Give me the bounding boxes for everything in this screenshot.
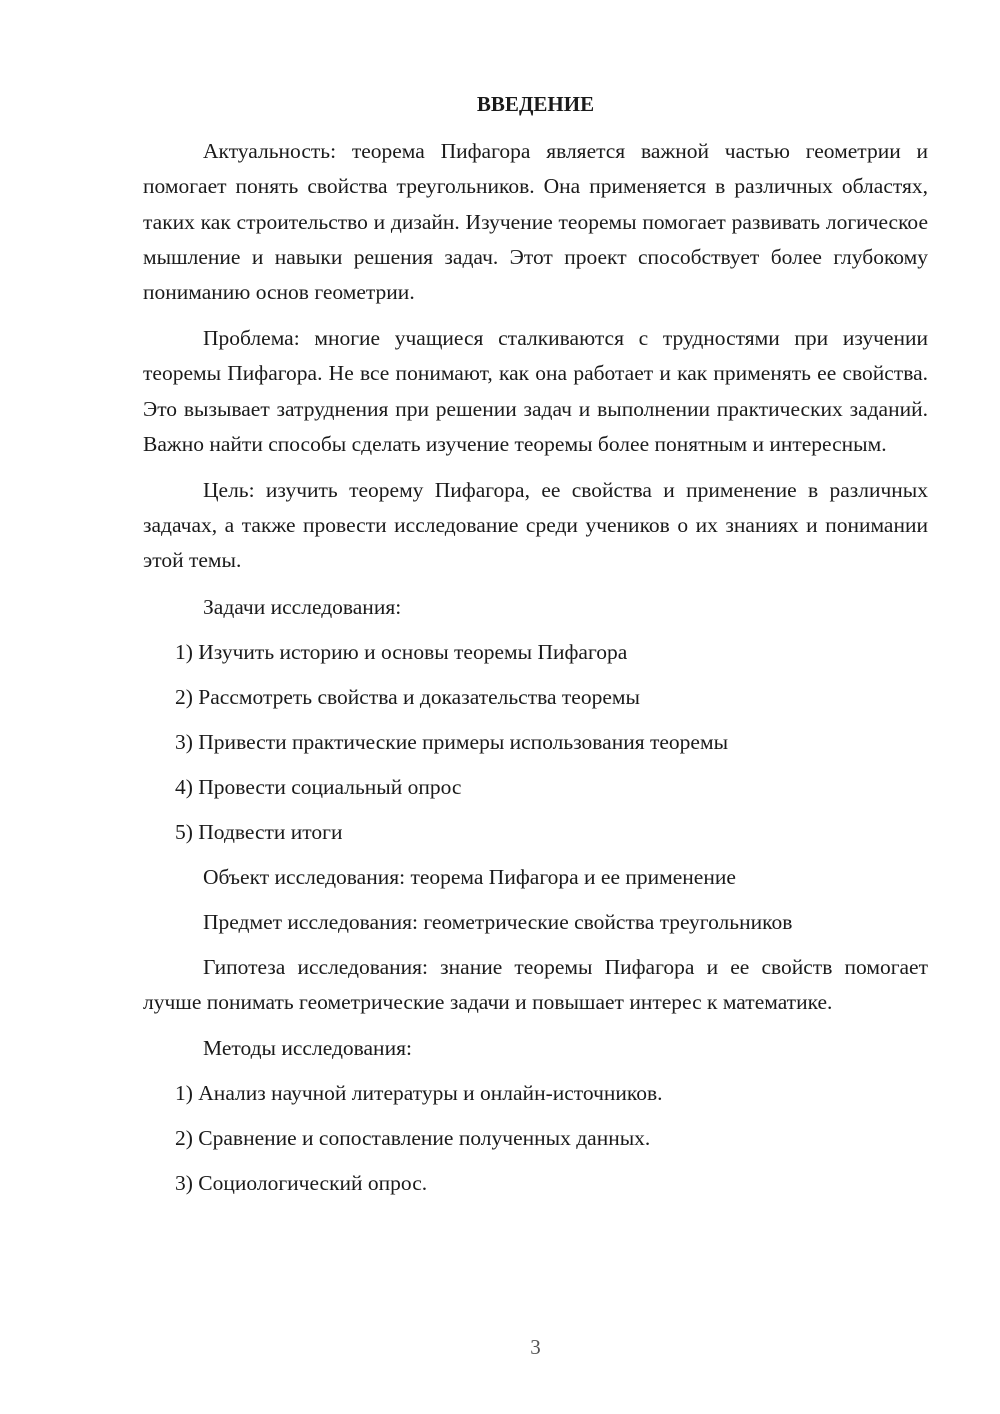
method-item: 3) Социологический опрос. — [175, 1171, 428, 1196]
problem-paragraph: Проблема: многие учащиеся сталкиваются с трудностями при изучении теоремы Пифагора. Не все понимают, как она работает и как применять ее свойства. Это вызывает затруднения при решении задач и выполнении практических заданий. Важно найти способы сделать изучение теоремы более понятным и интересным. — [143, 326, 928, 456]
object-line: Объект исследования: теорема Пифагора и ее применение — [203, 864, 736, 889]
section-heading: ВВЕДЕНИЕ — [476, 92, 595, 116]
task-item: 3) Привести практические примеры использования теоремы — [175, 729, 729, 754]
page-number: 3 — [530, 1335, 541, 1359]
task-item: 1) Изучить историю и основы теоремы Пифагора — [175, 639, 628, 664]
task-item: 5) Подвести итоги — [175, 819, 343, 844]
relevance-paragraph: Актуальность: теорема Пифагора является важной частью геометрии и помогает понять свойства треугольников. Она применяется в различных областях, таких как строительство и дизайн. Изучение теоремы помогает развивать логическое мышление и навыки решения задач. Этот проект способствует более глубокому пониманию основ геометрии. — [143, 139, 928, 304]
method-item: 2) Сравнение и сопоставление полученных данных. — [175, 1126, 651, 1151]
tasks-label: Задачи исследования: — [203, 594, 402, 619]
hypothesis-paragraph: Гипотеза исследования: знание теоремы Пифагора и ее свойств помогает лучше понимать геометрические задачи и повышает интерес к математике. — [143, 954, 928, 1014]
goal-paragraph: Цель: изучить теорему Пифагора, ее свойства и применение в различных задачах, а также провести исследование среди учеников о их знаниях и понимании этой темы. — [143, 478, 928, 573]
document-page — [143, 92, 928, 1211]
method-item: 1) Анализ научной литературы и онлайн-источников. — [175, 1081, 663, 1106]
methods-label: Методы исследования: — [203, 1036, 412, 1061]
subject-line: Предмет исследования: геометрические свойства треугольников — [203, 909, 793, 934]
task-item: 4) Провести социальный опрос — [175, 774, 462, 799]
task-item: 2) Рассмотреть свойства и доказательства теоремы — [175, 684, 640, 709]
